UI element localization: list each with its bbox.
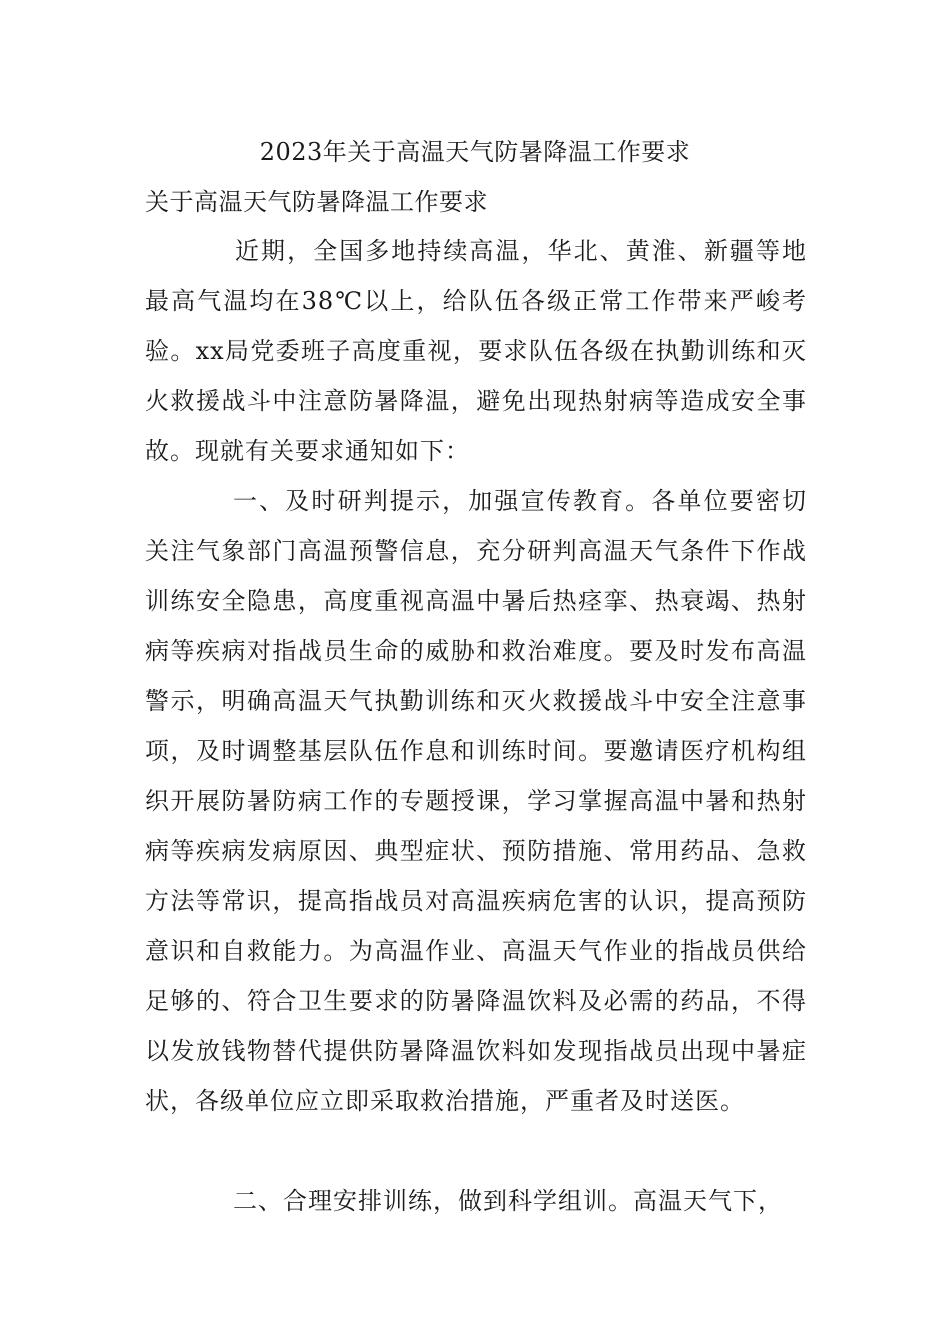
paragraph-intro: 近期，全国多地持续高温，华北、黄淮、新疆等地最高气温均在38℃以上，给队伍各级正常工作带来严峻考验。xx局党委班子高度重视，要求队伍各级在执勤训练和灭火救援战斗中注意防暑降温，避免出现热射病等造成安全事故。现就有关要求通知如下： xyxy=(145,237,807,465)
paragraph-section-1: 一、及时研判提示，加强宣传教育。各单位要密切关注气象部门高温预警信息，充分研判高温天气条件下作战训练安全隐患，高度重视高温中暑后热痉挛、热衰竭、热射病等疾病对指战员生命的威胁和救治难度。要及时发布高温警示，明确高温天气执勤训练和灭火救援战斗中安全注意事项，及时调整基层队伍作息和训练时间。要邀请医疗机构组织开展防暑防病工作的专题授课，学习掌握高温中暑和热射病等疾病发病原因、典型症状、预防措施、常用药品、急救方法等常识，提高指战员对高温疾病危害的认识，提高预防意识和自救能力。为高温作业、高温天气作业的指战员供给足够的、符合卫生要求的防暑降温饮料及必需的药品，不得以发放钱物替代提供防暑降温饮料如发现指战员出现中暑症状，各级单位应立即采取救治措施，严重者及时送医。 xyxy=(145,487,807,1115)
paragraph-section-2: 二、合理安排训练，做到科学组训。高温天气下， xyxy=(233,1187,783,1215)
document-subtitle: 关于高温天气防暑降温工作要求 xyxy=(145,188,488,216)
document-title: 2023年关于高温天气防暑降温工作要求 xyxy=(259,138,691,166)
